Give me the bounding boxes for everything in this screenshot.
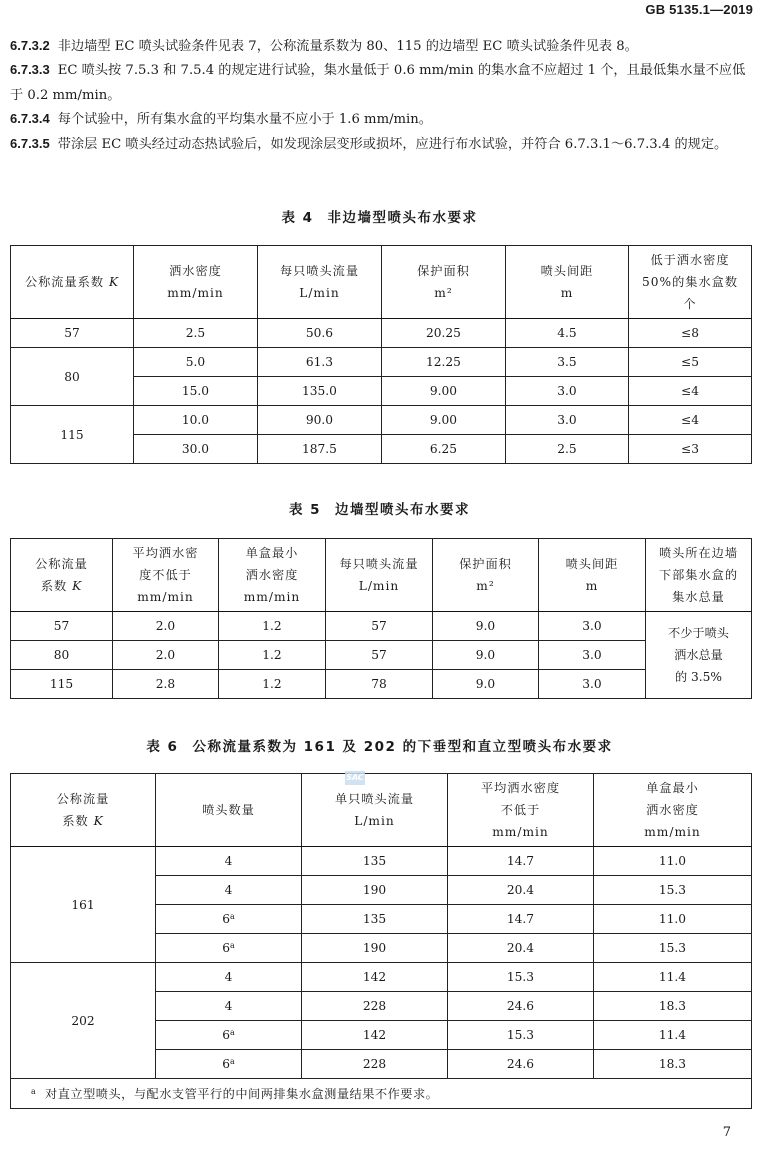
header-count: 喷头数量	[156, 774, 302, 847]
sac-watermark-logo: SAC	[345, 771, 365, 785]
cell: 15.3	[448, 1021, 594, 1050]
header-flow: 单只喷头流量 L/min	[302, 774, 448, 847]
cell: 135.0	[258, 377, 382, 406]
header-low-boxes: 低于洒水密度 50%的集水盒数 个	[629, 246, 752, 319]
cell: 3.0	[506, 406, 629, 435]
cell: 3.0	[539, 612, 646, 641]
page-number: 7	[722, 1125, 731, 1140]
cell: 9.00	[382, 377, 506, 406]
cell: 15.3	[448, 963, 594, 992]
cell: 2.8	[113, 670, 219, 699]
cell: 24.6	[448, 1050, 594, 1079]
cell: 3.0	[539, 670, 646, 699]
cell: 61.3	[258, 348, 382, 377]
table-4	[10, 245, 752, 464]
table-title: 边墙型喷头布水要求	[335, 502, 471, 518]
standard-code: GB 5135.1—2019	[645, 2, 753, 17]
table-5	[10, 538, 752, 699]
cell-merged-total: 不少于喷头 洒水总量 的 3.5%	[646, 612, 752, 699]
cell-k: 57	[11, 612, 113, 641]
table-number: 表 6	[146, 739, 179, 755]
cell-count: 6$^a$	[156, 1050, 302, 1079]
cell: 30.0	[134, 435, 258, 464]
header-min-density: 单盒最小 洒水密度 mm/min	[594, 774, 752, 847]
header-avg-density: 平均洒水密 度不低于 mm/min	[113, 539, 219, 612]
table-footnote: $^a$ 对直立型喷头，与配水支管平行的中间两排集水盒测量结果不作要求。	[11, 1079, 752, 1109]
cell: 2.0	[113, 612, 219, 641]
cell: 15.3	[594, 934, 752, 963]
header-density: 洒水密度 mm/min	[134, 246, 258, 319]
cell: 190	[302, 876, 448, 905]
header-area: 保护面积 m²	[433, 539, 539, 612]
cell-k: 57	[11, 319, 134, 348]
cell: 90.0	[258, 406, 382, 435]
header-k: 公称流量 系数 K	[11, 539, 113, 612]
cell-count: 6$^a$	[156, 905, 302, 934]
table-number: 表 4	[281, 210, 314, 226]
cell: 14.7	[448, 905, 594, 934]
cell: 5.0	[134, 348, 258, 377]
table-4-caption	[0, 206, 759, 226]
clause-6-7-3-4	[10, 107, 752, 133]
table-title: 非边墙型喷头布水要求	[327, 210, 478, 226]
clause-text: 非边墙型 EC 喷头试验条件见表 7，公称流量系数为 80、115 的边墙型 EC 喷头试验条件见表 8。	[57, 39, 638, 54]
cell: 142	[302, 1021, 448, 1050]
cell: 9.0	[433, 612, 539, 641]
cell: 20.4	[448, 876, 594, 905]
cell: 3.0	[539, 641, 646, 670]
cell: 9.00	[382, 406, 506, 435]
cell: 12.25	[382, 348, 506, 377]
clause-text: 带涂层 EC 喷头经过动态热试验后，如发现涂层变形或损坏，应进行布水试验，并符合 6.7.3.1～6.7.3.4 的规定。	[57, 137, 728, 152]
cell-count: 4	[156, 876, 302, 905]
cell: 24.6	[448, 992, 594, 1021]
cell: 135	[302, 847, 448, 876]
table-row	[11, 406, 752, 435]
cell: 11.4	[594, 1021, 752, 1050]
cell: 20.4	[448, 934, 594, 963]
cell: 78	[326, 670, 433, 699]
cell: 190	[302, 934, 448, 963]
table-6	[10, 773, 752, 1109]
cell: 135	[302, 905, 448, 934]
cell: 10.0	[134, 406, 258, 435]
cell: 3.0	[506, 377, 629, 406]
cell-k: 202	[11, 963, 156, 1079]
table-row	[11, 348, 752, 377]
header-spacing: 喷头间距 m	[506, 246, 629, 319]
header-avg-density: 平均洒水密度 不低于 mm/min	[448, 774, 594, 847]
cell: 2.5	[134, 319, 258, 348]
table-row	[11, 847, 752, 876]
cell-count: 4	[156, 847, 302, 876]
cell: 20.25	[382, 319, 506, 348]
cell: 14.7	[448, 847, 594, 876]
clause-number: 6.7.3.5	[10, 136, 50, 151]
cell: 15.3	[594, 876, 752, 905]
clause-number: 6.7.3.4	[10, 111, 50, 126]
table-row	[11, 641, 752, 670]
cell: 3.5	[506, 348, 629, 377]
cell: 9.0	[433, 670, 539, 699]
cell: 57	[326, 641, 433, 670]
cell: 1.2	[219, 612, 326, 641]
table-6-caption	[0, 735, 759, 755]
header-flow: 每只喷头流量 L/min	[326, 539, 433, 612]
cell: 18.3	[594, 992, 752, 1021]
cell: ≤4	[629, 406, 752, 435]
cell: 2.0	[113, 641, 219, 670]
cell-k: 80	[11, 348, 134, 406]
header-min-density: 单盒最小 洒水密度 mm/min	[219, 539, 326, 612]
cell: 142	[302, 963, 448, 992]
cell-k: 115	[11, 670, 113, 699]
clause-number: 6.7.3.2	[10, 38, 50, 53]
table-row	[11, 612, 752, 641]
cell: ≤8	[629, 319, 752, 348]
cell-count: 4	[156, 992, 302, 1021]
table-number: 表 5	[288, 502, 322, 518]
cell: 57	[326, 612, 433, 641]
cell: 9.0	[433, 641, 539, 670]
cell: 2.5	[506, 435, 629, 464]
cell: 4.5	[506, 319, 629, 348]
cell: 11.0	[594, 847, 752, 876]
table-title: 公称流量系数为 161 及 202 的下垂型和直立型喷头布水要求	[192, 739, 613, 755]
cell: ≤4	[629, 377, 752, 406]
cell-k: 161	[11, 847, 156, 963]
cell: 11.4	[594, 963, 752, 992]
clause-number: 6.7.3.3	[10, 62, 50, 77]
clause-6-7-3-5	[10, 132, 752, 158]
table-row	[11, 319, 752, 348]
table-row	[11, 670, 752, 699]
table-row	[11, 963, 752, 992]
cell-count: 6$^a$	[156, 1021, 302, 1050]
cell: 50.6	[258, 319, 382, 348]
cell: 15.0	[134, 377, 258, 406]
table-5-caption	[0, 498, 759, 518]
header-k: 公称流量 系数 K	[11, 774, 156, 847]
table-footnote-row	[11, 1079, 752, 1109]
cell: 187.5	[258, 435, 382, 464]
cell-k: 115	[11, 406, 134, 464]
cell: 228	[302, 992, 448, 1021]
clause-text: 每个试验中，所有集水盒的平均集水量不应小于 1.6 mm/min。	[57, 112, 432, 127]
cell: 11.0	[594, 905, 752, 934]
cell: 1.2	[219, 641, 326, 670]
cell: 18.3	[594, 1050, 752, 1079]
clause-6-7-3-3	[10, 58, 752, 108]
cell: 228	[302, 1050, 448, 1079]
cell-k: 80	[11, 641, 113, 670]
cell: ≤5	[629, 348, 752, 377]
clause-text: EC 喷头按 7.5.3 和 7.5.4 的规定进行试验，集水量低于 0.6 mm/min 的集水盒不应超过 1 个，且最低集水量不应低于 0.2 mm/min。	[10, 63, 746, 103]
cell: 6.25	[382, 435, 506, 464]
header-wall-total: 喷头所在边墙 下部集水盒的 集水总量	[646, 539, 752, 612]
header-flow: 每只喷头流量 L/min	[258, 246, 382, 319]
header-spacing: 喷头间距 m	[539, 539, 646, 612]
cell: ≤3	[629, 435, 752, 464]
clause-6-7-3-2	[10, 34, 752, 60]
header-k: 公称流量系数 K	[11, 246, 134, 319]
cell-count: 4	[156, 963, 302, 992]
header-area: 保护面积 m²	[382, 246, 506, 319]
cell-count: 6$^a$	[156, 934, 302, 963]
cell: 1.2	[219, 670, 326, 699]
